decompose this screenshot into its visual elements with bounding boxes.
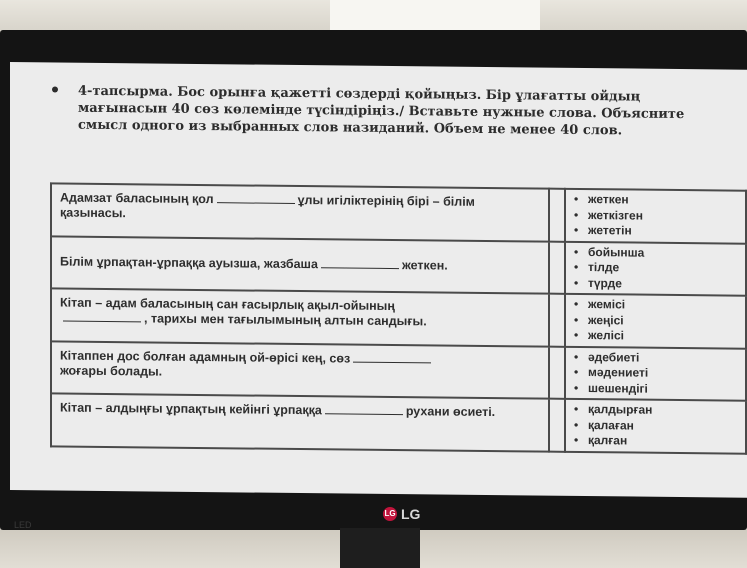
blank-field[interactable]: [321, 258, 399, 270]
sentence-end: ұлы игіліктерінің бірі – білім қазынасы.: [60, 193, 475, 221]
sentence-end: жеткен.: [401, 258, 448, 273]
option-item: • желісі: [574, 328, 737, 345]
options-cell: [565, 189, 746, 243]
sentence-cell: [51, 288, 549, 346]
option-item: • жеткен: [574, 192, 737, 209]
sentence-cell: [51, 236, 549, 294]
options-cell: [565, 241, 746, 295]
options-cell: [565, 346, 746, 400]
bullet-icon: [52, 86, 58, 92]
blank-field[interactable]: [353, 351, 431, 363]
table-row: [51, 288, 746, 348]
task-heading: 4-тапсырма. Бос орынға қажетті сөздерді қойыңыз. Бір ұлағатты ойдың мағынасын 40 сөз көлемінде түсіндіріңіз./ Вставьте нужные слова. Объясните смысл одного из выбранных слов назиданий. Объем не менее 40 слов.: [78, 83, 685, 139]
option-item: • жететін: [574, 223, 737, 240]
window-glare: [330, 0, 540, 30]
table-row: [51, 341, 746, 401]
table-row: [51, 393, 746, 453]
monitor-model: LED: [14, 520, 32, 530]
table-row: [51, 183, 746, 243]
screen-display: [10, 62, 747, 498]
option-item: • түрде: [574, 275, 737, 292]
blank-field[interactable]: [325, 403, 403, 415]
sentence-end: жоғары болады.: [60, 363, 163, 379]
option-item: • қалған: [574, 433, 737, 450]
sentence-start: Білім ұрпақтан-ұрпаққа ауызша, жазбаша: [60, 254, 318, 272]
monitor-brand: [383, 506, 420, 522]
sentence-start: Кітап – адам баласының сан ғасырлық ақыл-ойының: [60, 295, 395, 314]
lg-logo-icon: LG: [383, 507, 397, 521]
option-item: • бойынша: [574, 244, 737, 261]
table-row: [51, 236, 746, 296]
options-cell: [565, 399, 746, 453]
blank-field[interactable]: [63, 311, 141, 323]
option-item: • тілде: [574, 260, 737, 277]
blank-field[interactable]: [217, 192, 295, 204]
answer-gap-cell[interactable]: [549, 241, 565, 294]
sentence-start: Кітаппен дос болған адамның ой-өрісі кең, сөз: [60, 348, 351, 366]
sentence-start: Адамзат баласының қол: [60, 190, 214, 207]
sentence-cell: [51, 183, 549, 241]
answer-gap-cell[interactable]: [549, 346, 565, 399]
answer-gap-cell[interactable]: [549, 399, 565, 452]
option-item: • шешендігі: [574, 380, 737, 397]
sentence-cell: [51, 393, 549, 451]
sentence-end: , тарихы мен тағылымының алтын сандығы.: [144, 311, 427, 329]
option-item: • мәдениеті: [574, 365, 737, 382]
option-item: • әдебиеті: [574, 349, 737, 366]
option-item: • жемісі: [574, 297, 737, 314]
option-item: • қалдырған: [574, 402, 737, 419]
answer-gap-cell[interactable]: [549, 294, 565, 347]
answer-gap-cell[interactable]: [549, 189, 565, 242]
option-item: • жеңісі: [574, 312, 737, 329]
option-item: • жеткізген: [574, 207, 737, 224]
sentence-start: Кітап – алдыңғы ұрпақтың кейінгі ұрпаққа: [60, 400, 322, 418]
options-cell: [565, 294, 746, 348]
sentence-cell: [51, 341, 549, 399]
option-item: • қалаған: [574, 417, 737, 434]
exercise-table: [50, 182, 747, 454]
monitor-stand: [340, 528, 420, 568]
brand-label: LG: [401, 506, 421, 522]
sentence-end: рухани өсиеті.: [405, 404, 496, 420]
